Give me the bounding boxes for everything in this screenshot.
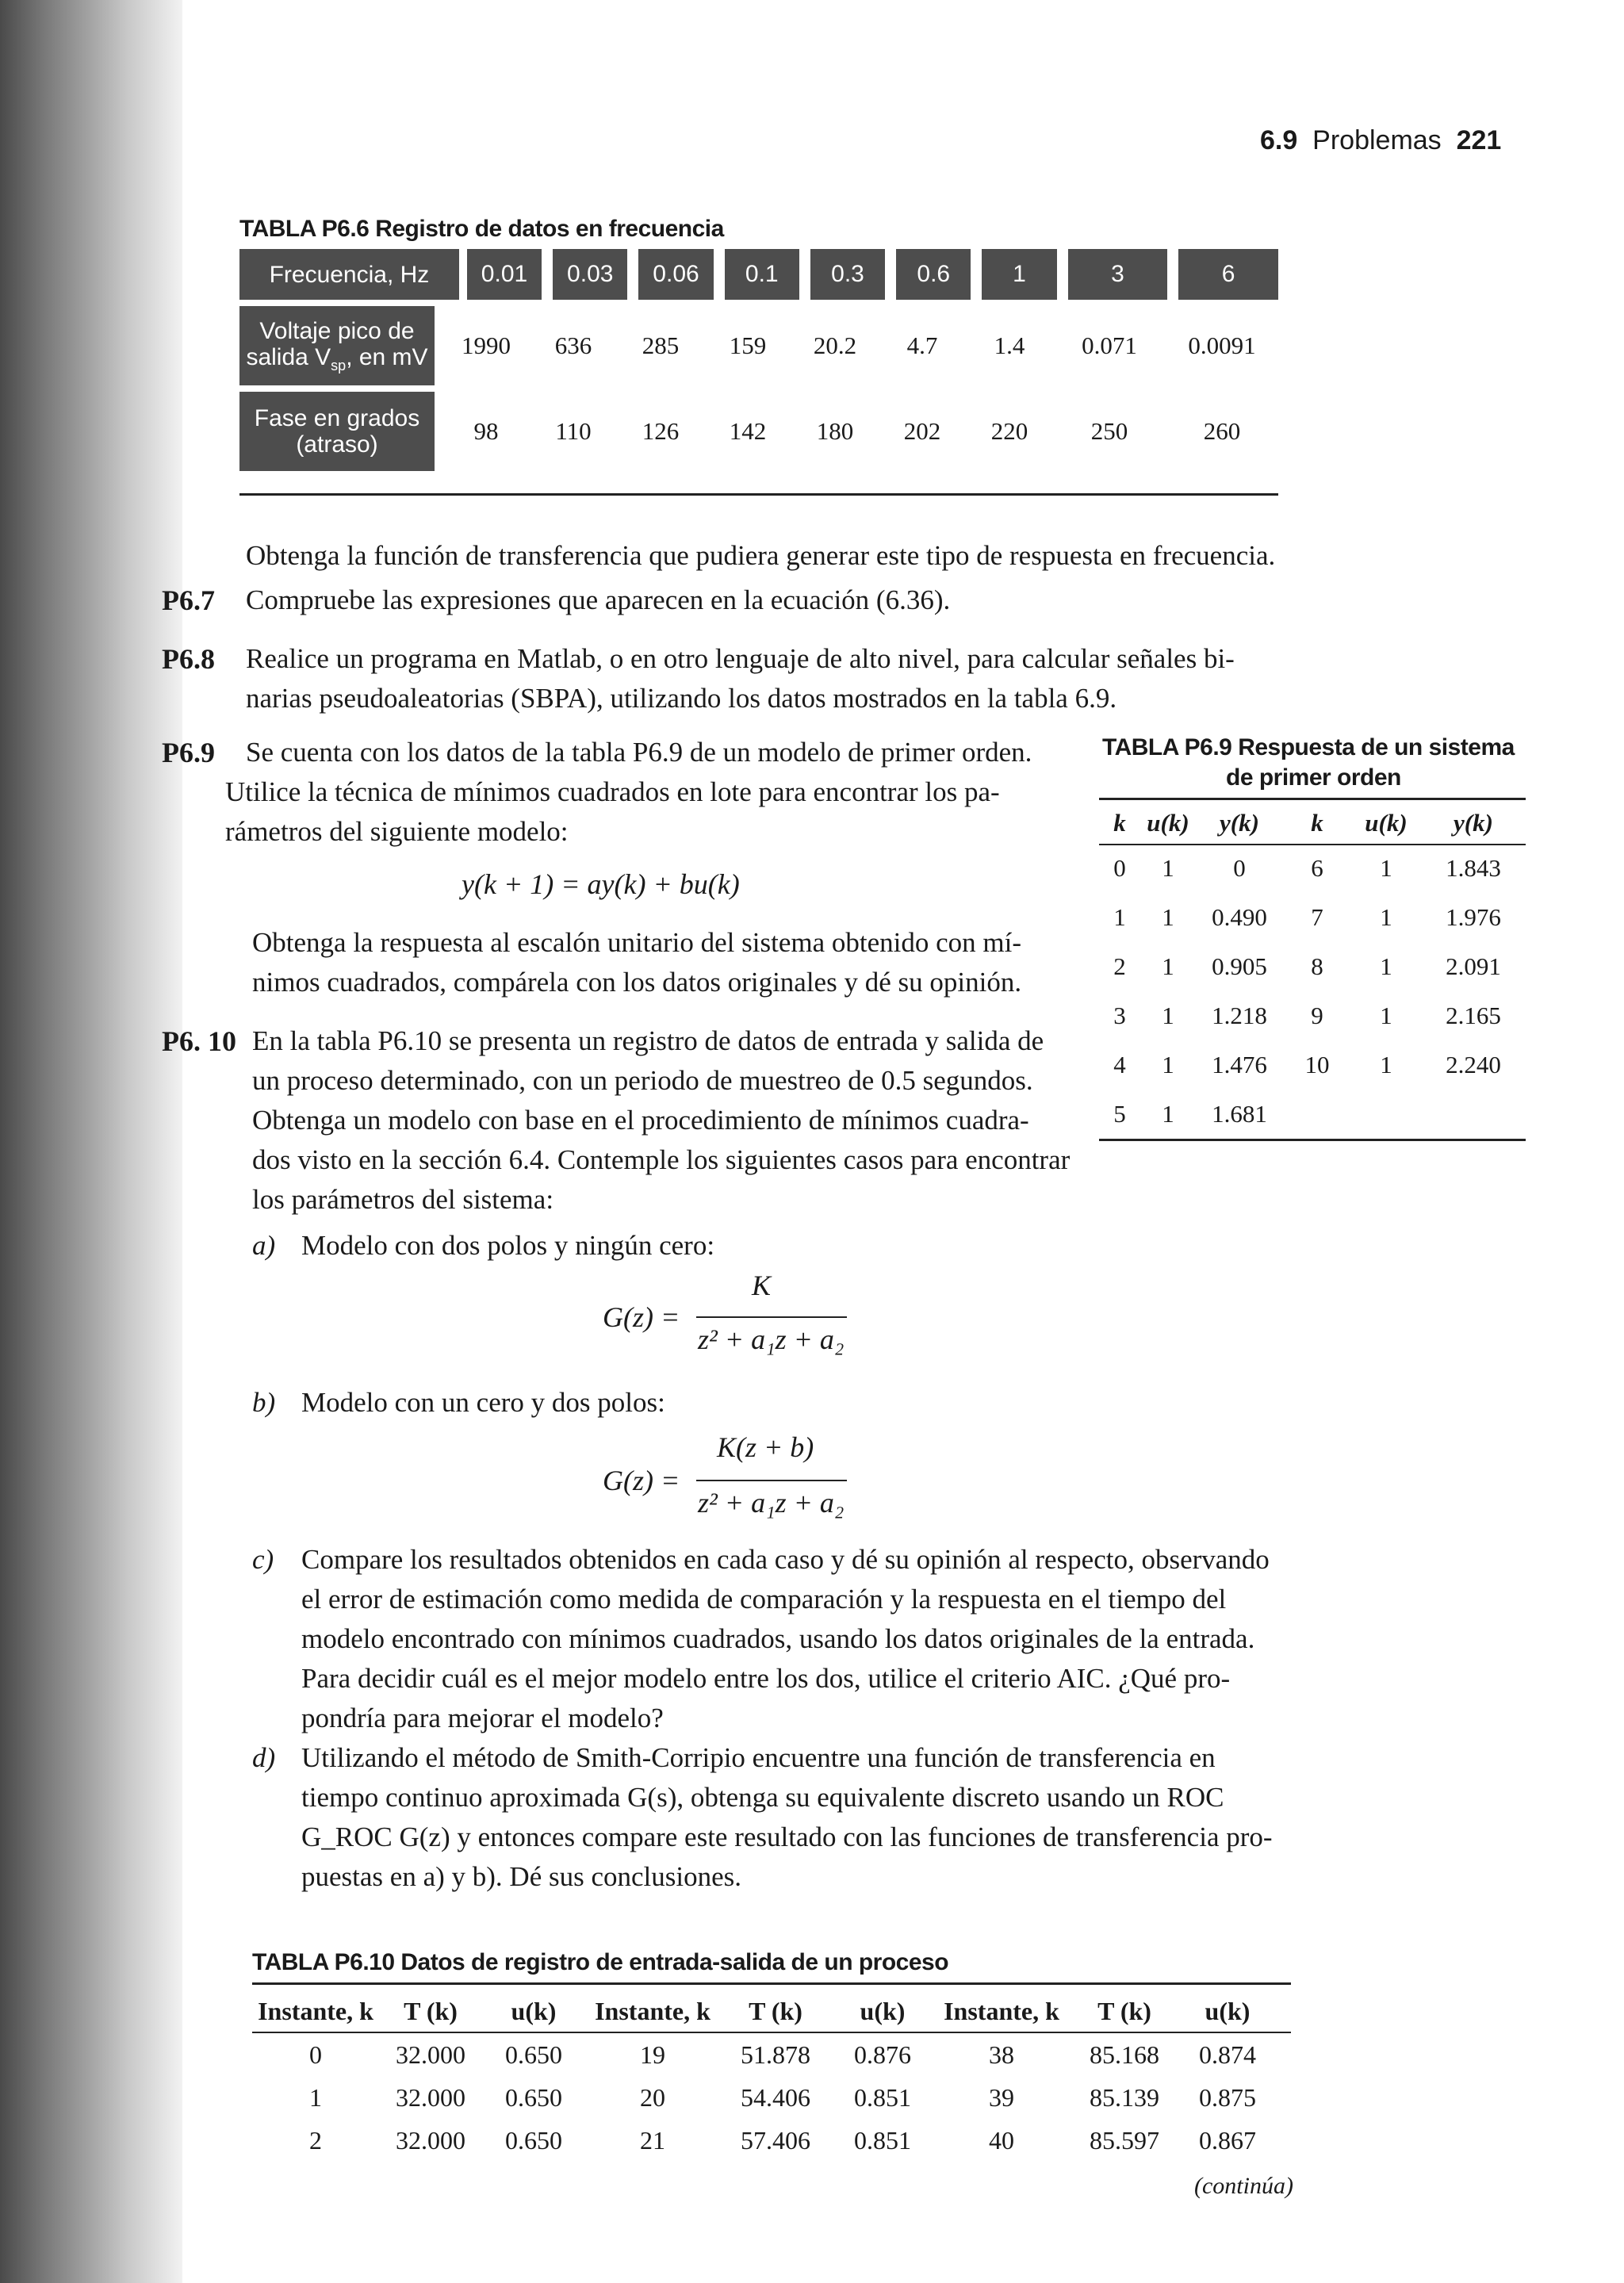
table-p610-header-row xyxy=(252,1989,1291,2033)
cell: 21 xyxy=(640,2125,665,2155)
voltage-cell: 20.2 xyxy=(813,331,857,359)
phase-label xyxy=(239,392,435,471)
problem-p69-equation: y(k + 1) = ay(k) + bu(k) xyxy=(462,868,740,900)
item-c-line1: Compare los resultados obtenidos en cada caso y dé su opinión al respecto, observando xyxy=(301,1544,1270,1575)
cell: 1.218 xyxy=(1212,1002,1267,1029)
table-p66-frequency-row xyxy=(239,249,1278,300)
item-d-line1: Utilizando el método de Smith-Corripio encuentre una función de transferencia en xyxy=(301,1742,1216,1773)
problem-p69-line4: Obtenga la respuesta al escalón unitario del sistema obtenido con mí- xyxy=(252,927,1021,958)
voltage-cell: 1.4 xyxy=(994,331,1025,359)
cell: 8 xyxy=(1311,952,1323,980)
cell: 0.905 xyxy=(1212,952,1267,980)
voltage-values xyxy=(442,331,1278,360)
voltage-cell: 285 xyxy=(642,331,680,359)
problem-p67-text: Compruebe las expresiones que aparecen en la ecuación (6.36). xyxy=(246,584,951,615)
frequency-label: Frecuencia, Hz xyxy=(239,249,459,300)
col-header: y(k) xyxy=(1220,809,1259,837)
table-p66-phase-row xyxy=(239,392,1278,471)
col-header: Instante, k xyxy=(258,1996,373,2025)
cell: 1 xyxy=(1113,903,1126,931)
voltage-label-line1: Voltaje pico de xyxy=(259,317,415,344)
cell: 1 xyxy=(1162,903,1174,931)
voltage-label-subscript: sp xyxy=(331,357,347,373)
cell: 0.650 xyxy=(505,2082,562,2112)
intro-paragraph: Obtenga la función de transferencia que pudiera generar este tipo de respuesta en frecuencia. xyxy=(246,540,1276,571)
cell: 54.406 xyxy=(741,2082,810,2112)
voltage-cell: 4.7 xyxy=(906,331,938,359)
cell: 7 xyxy=(1311,903,1323,931)
table-p66-caption: TABLA P6.6 Registro de datos en frecuencia xyxy=(239,216,724,242)
item-b-label: b) xyxy=(252,1387,276,1418)
problem-p68-line2: narias pseudoaleatorias (SBPA), utilizando los datos mostrados en la tabla 6.9. xyxy=(246,683,1117,714)
cell: 6 xyxy=(1311,854,1323,882)
table-row xyxy=(1099,991,1526,1040)
equation-b-fraction-bar xyxy=(696,1480,847,1481)
cell: 1 xyxy=(1380,903,1392,931)
problem-p610-line5: los parámetros del sistema: xyxy=(252,1184,554,1215)
col-header: T (k) xyxy=(749,1996,802,2025)
phase-cell: 110 xyxy=(555,417,592,445)
phase-label-line2: (atraso) xyxy=(296,431,378,458)
item-a-text: Modelo con dos polos y ningún cero: xyxy=(301,1230,715,1261)
voltage-cell: 1990 xyxy=(462,331,511,359)
equation-a-lhs: G(z) = xyxy=(603,1301,680,1333)
col-header: Instante, k xyxy=(595,1996,710,2025)
cell: 0 xyxy=(1233,854,1246,882)
table-p610 xyxy=(252,1989,1291,2162)
table-p69-top-rule xyxy=(1099,798,1526,800)
cell: 1 xyxy=(1380,1051,1392,1078)
problem-p68-line1: Realice un programa en Matlab, o en otro lenguaje de alto nivel, para calcular señales bi- xyxy=(246,643,1235,674)
item-b-text: Modelo con un cero y dos polos: xyxy=(301,1387,665,1418)
voltage-label-line2: salida V xyxy=(246,343,331,370)
cell: 32.000 xyxy=(396,2125,465,2155)
cell: 0.875 xyxy=(1199,2082,1256,2112)
freq-cell: 0.6 xyxy=(896,249,971,300)
cell: 38 xyxy=(989,2040,1014,2069)
phase-cell: 260 xyxy=(1203,417,1241,445)
freq-cell: 3 xyxy=(1068,249,1168,300)
page-header xyxy=(1260,125,1501,156)
cell: 1 xyxy=(1380,854,1392,882)
problem-p610-line1: En la tabla P6.10 se presenta un registro de datos de entrada y salida de xyxy=(252,1025,1044,1056)
cell: 1 xyxy=(1162,1002,1174,1029)
equation-a-numerator: K xyxy=(752,1270,772,1301)
table-p610-header-rule xyxy=(252,2032,1291,2033)
col-header: k xyxy=(1113,809,1126,837)
cell: 1 xyxy=(1380,1002,1392,1029)
freq-cell: 1 xyxy=(982,249,1056,300)
cell: 5 xyxy=(1113,1100,1126,1128)
cell: 2.240 xyxy=(1446,1051,1501,1078)
cell: 2 xyxy=(1113,952,1126,980)
table-p69 xyxy=(1099,802,1526,1139)
freq-cell: 0.3 xyxy=(810,249,885,300)
voltage-cell: 0.0091 xyxy=(1188,331,1256,359)
cell: 32.000 xyxy=(396,2040,465,2069)
equation-b-denominator: z² + a₁z + a₂ xyxy=(698,1487,845,1519)
col-header: u(k) xyxy=(1147,809,1189,837)
table-row xyxy=(1099,942,1526,991)
cell: 1.681 xyxy=(1212,1100,1267,1128)
cell: 0 xyxy=(1113,854,1126,882)
item-d-line3: G_ROC G(z) y entonces compare este resultado con las funciones de transferencia pro- xyxy=(301,1821,1273,1852)
continues-note: (continúa) xyxy=(1194,2173,1293,2199)
voltage-cell: 159 xyxy=(729,331,767,359)
voltage-cell: 636 xyxy=(554,331,592,359)
freq-cell: 0.01 xyxy=(467,249,542,300)
table-row xyxy=(252,2119,1291,2162)
item-c-label: c) xyxy=(252,1544,274,1575)
cell: 2.165 xyxy=(1446,1002,1501,1029)
cell: 0.650 xyxy=(505,2125,562,2155)
problem-label-p68: P6.8 xyxy=(162,643,215,675)
item-c-line2: el error de estimación como medida de comparación y la respuesta en el tiempo del xyxy=(301,1584,1227,1615)
cell: 1 xyxy=(1162,952,1174,980)
table-row xyxy=(1099,844,1526,893)
item-a-label: a) xyxy=(252,1230,276,1261)
phase-cell: 220 xyxy=(990,417,1028,445)
col-header: T (k) xyxy=(1097,1996,1151,2025)
item-c-line5: pondría para mejorar el modelo? xyxy=(301,1703,664,1733)
phase-values xyxy=(442,417,1278,446)
cell: 57.406 xyxy=(741,2125,810,2155)
table-p610-top-rule xyxy=(252,1982,1291,1985)
cell: 0.874 xyxy=(1199,2040,1256,2069)
cell: 1 xyxy=(1162,1100,1174,1128)
col-header: u(k) xyxy=(860,1996,906,2025)
problem-label-p610: P6. 10 xyxy=(162,1025,236,1057)
table-p610-caption: TABLA P6.10 Datos de registro de entrada-salida de un proceso xyxy=(252,1949,949,1975)
item-d-line2: tiempo continuo aproximada G(s), obtenga su equivalente discreto usando un ROC xyxy=(301,1782,1224,1813)
cell: 0.851 xyxy=(854,2082,911,2112)
book-spine-shadow xyxy=(0,0,182,2283)
equation-a-denominator: z² + a₁z + a₂ xyxy=(698,1323,845,1355)
voltage-label-line3: , en mV xyxy=(346,343,428,370)
problem-label-p69: P6.9 xyxy=(162,737,215,768)
table-p66 xyxy=(239,249,1278,471)
cell: 4 xyxy=(1113,1051,1126,1078)
phase-cell: 180 xyxy=(816,417,854,445)
problem-label-p67: P6.7 xyxy=(162,584,215,616)
cell: 2.091 xyxy=(1446,952,1501,980)
cell: 19 xyxy=(640,2040,665,2069)
table-row xyxy=(1099,1090,1526,1139)
cell: 1 xyxy=(1162,1051,1174,1078)
cell: 85.139 xyxy=(1090,2082,1159,2112)
col-header: y(k) xyxy=(1454,809,1493,837)
equation-b-numerator: K(z + b) xyxy=(717,1431,814,1463)
item-d-label: d) xyxy=(252,1742,276,1773)
cell: 0 xyxy=(309,2040,322,2069)
cell: 0.490 xyxy=(1212,903,1267,931)
freq-cell: 6 xyxy=(1178,249,1278,300)
cell: 10 xyxy=(1304,1051,1330,1078)
table-p69-header-row xyxy=(1099,802,1526,844)
freq-cell: 0.1 xyxy=(725,249,799,300)
cell: 40 xyxy=(989,2125,1014,2155)
cell: 0.876 xyxy=(854,2040,911,2069)
equation-a-fraction-bar xyxy=(696,1316,847,1318)
col-header: u(k) xyxy=(1205,1996,1251,2025)
cell: 2 xyxy=(309,2125,322,2155)
cell: 1 xyxy=(1162,854,1174,882)
equation-b-lhs: G(z) = xyxy=(603,1465,680,1496)
table-p69-header-rule xyxy=(1099,844,1526,845)
cell: 32.000 xyxy=(396,2082,465,2112)
problem-p610-line4: dos visto en la sección 6.4. Contemple los siguientes casos para encontrar xyxy=(252,1144,1071,1175)
table-p66-voltage-row xyxy=(239,306,1278,385)
table-row xyxy=(252,2076,1291,2119)
cell: 9 xyxy=(1311,1002,1323,1029)
table-row xyxy=(1099,1040,1526,1090)
cell: 3 xyxy=(1113,1002,1126,1029)
col-header: T (k) xyxy=(404,1996,458,2025)
voltage-label xyxy=(239,306,435,385)
item-c-line3: modelo encontrado con mínimos cuadrados, usando los datos originales de la entrada. xyxy=(301,1623,1255,1654)
table-p69-caption-line2: de primer orden xyxy=(1226,764,1401,791)
problem-p69-line3: rámetros del siguiente modelo: xyxy=(225,816,569,847)
cell: 1.843 xyxy=(1446,854,1501,882)
phase-label-line1: Fase en grados xyxy=(254,405,420,431)
cell: 20 xyxy=(640,2082,665,2112)
header-title: Problemas xyxy=(1312,125,1442,155)
cell: 0.650 xyxy=(505,2040,562,2069)
problem-p69-line2: Utilice la técnica de mínimos cuadrados en lote para encontrar los pa- xyxy=(225,776,1000,807)
freq-cell: 0.03 xyxy=(553,249,627,300)
phase-cell: 98 xyxy=(473,417,499,445)
col-header: u(k) xyxy=(511,1996,557,2025)
problem-p610-line2: un proceso determinado, con un periodo de muestreo de 0.5 segundos. xyxy=(252,1065,1033,1096)
item-c-line4: Para decidir cuál es el mejor modelo entre los dos, utilice el criterio AIC. ¿Qué pro- xyxy=(301,1663,1231,1694)
phase-cell: 142 xyxy=(729,417,767,445)
cell: 51.878 xyxy=(741,2040,810,2069)
cell: 39 xyxy=(989,2082,1014,2112)
section-number: 6.9 xyxy=(1260,125,1298,155)
cell: 85.597 xyxy=(1090,2125,1159,2155)
col-header: u(k) xyxy=(1365,809,1408,837)
table-row xyxy=(1099,893,1526,942)
cell: 1 xyxy=(309,2082,322,2112)
col-header: Instante, k xyxy=(944,1996,1059,2025)
item-d-line4: puestas en a) y b). Dé sus conclusiones. xyxy=(301,1861,742,1892)
voltage-cell: 0.071 xyxy=(1082,331,1137,359)
table-p69-caption-line1: TABLA P6.9 Respuesta de un sistema xyxy=(1102,734,1515,760)
col-header: k xyxy=(1311,809,1323,837)
freq-cell: 0.06 xyxy=(638,249,713,300)
problem-p610-line3: Obtenga un modelo con base en el procedimiento de mínimos cuadra- xyxy=(252,1105,1029,1136)
cell: 0.851 xyxy=(854,2125,911,2155)
table-p69-bottom-rule xyxy=(1099,1139,1526,1141)
table-p66-bottom-rule xyxy=(239,493,1278,496)
cell: 85.168 xyxy=(1090,2040,1159,2069)
phase-cell: 250 xyxy=(1090,417,1128,445)
page-number: 221 xyxy=(1456,125,1502,155)
problem-p69-line1: Se cuenta con los datos de la tabla P6.9 de un modelo de primer orden. xyxy=(246,737,1032,768)
phase-cell: 202 xyxy=(903,417,941,445)
cell: 1.476 xyxy=(1212,1051,1267,1078)
table-row xyxy=(252,2033,1291,2076)
cell: 1.976 xyxy=(1446,903,1501,931)
problem-p69-line5: nimos cuadrados, compárela con los datos originales y dé su opinión. xyxy=(252,967,1022,998)
phase-cell: 126 xyxy=(642,417,680,445)
cell: 1 xyxy=(1380,952,1392,980)
cell: 0.867 xyxy=(1199,2125,1256,2155)
